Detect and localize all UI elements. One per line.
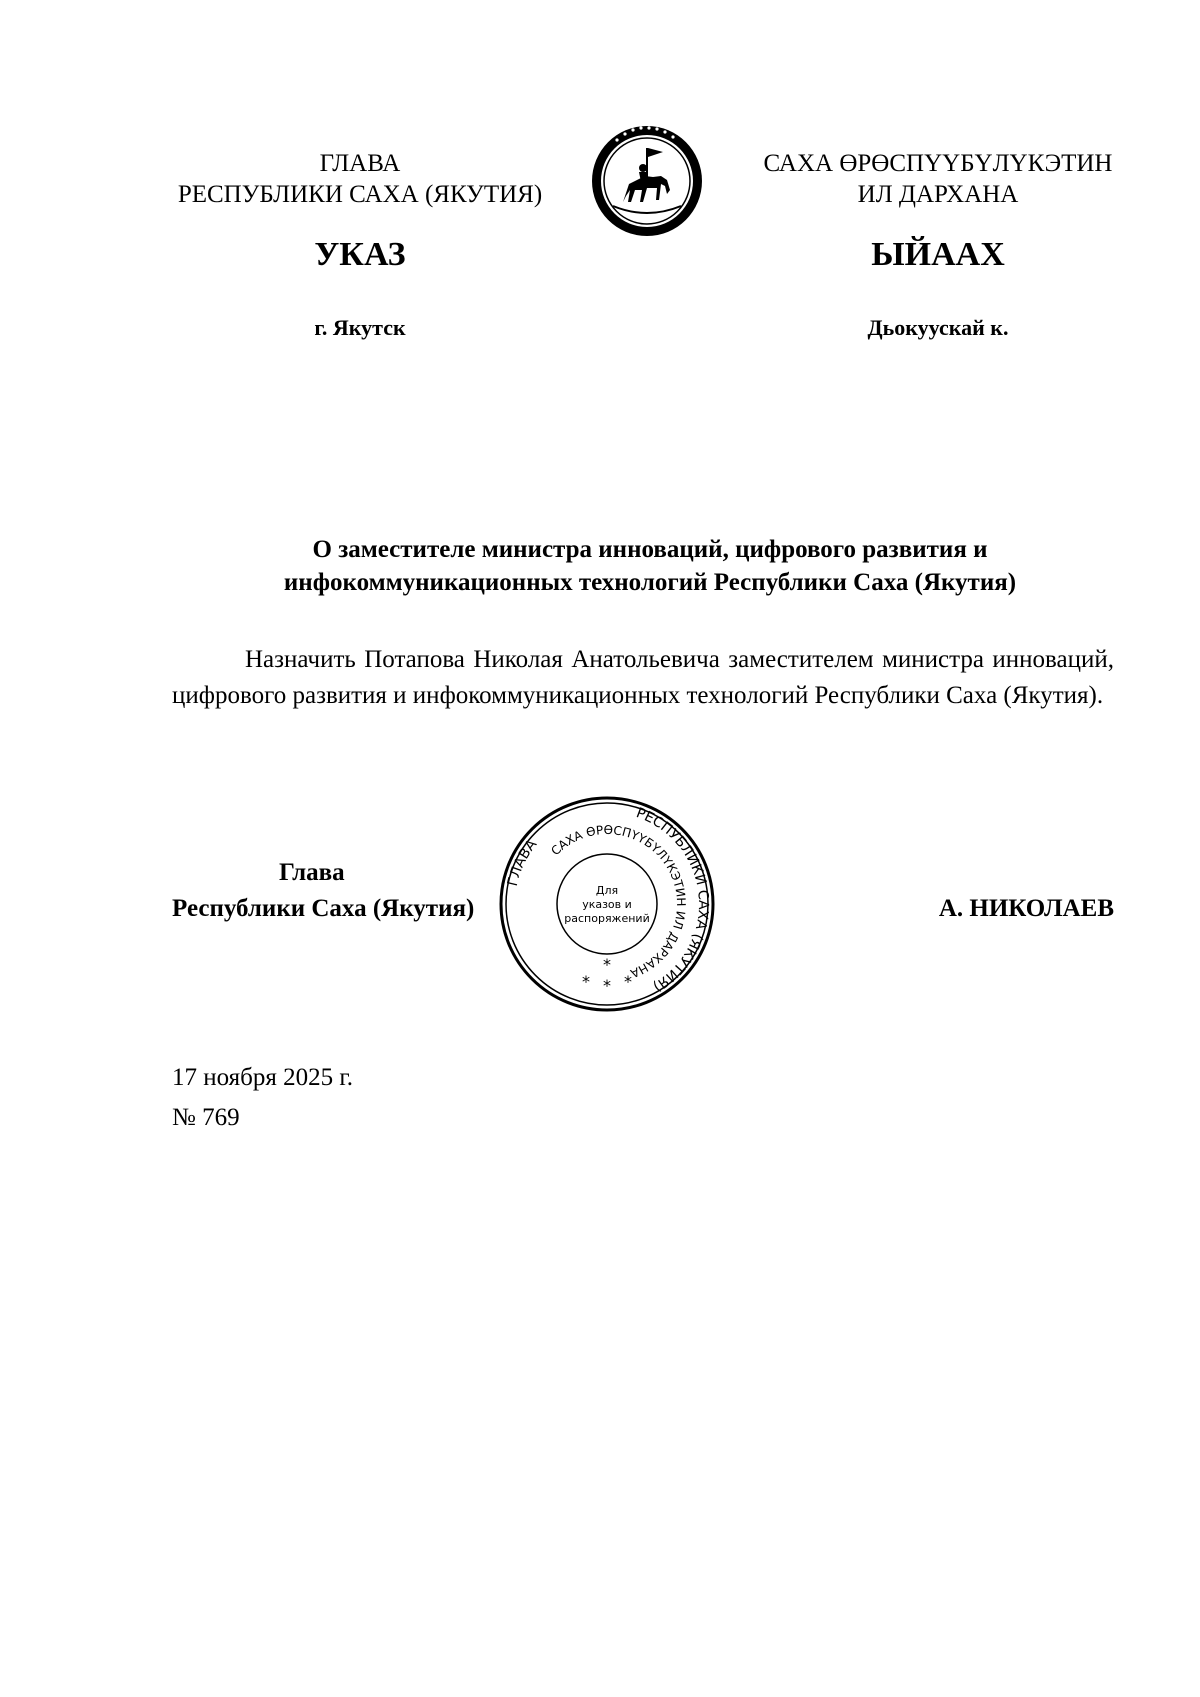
svg-text:*: * [582, 972, 590, 991]
document-title-line2: инфокоммуникационных технологий Республики Саха (Якутия) [283, 569, 1017, 596]
body-paragraph: Назначить Потапова Николая Анатольевича заместителем министра инноваций, цифрового развития и инфокоммуникационных технологий Республики Саха (Якутия). [172, 646, 1114, 709]
decree-type-left: УКАЗ [314, 236, 406, 273]
header-right [748, 148, 1128, 210]
svg-text:*: * [603, 976, 611, 995]
svg-text:*: * [603, 955, 611, 974]
seal-inner-text: САХА ӨРӨСПҮҮБҮЛҮКЭТИН ИЛ ДАРХАНА [548, 822, 689, 981]
document-date: 17 ноября 2025 г. [172, 1064, 354, 1091]
document-title-line1: О заместителе министра инноваций, цифрового развития и [312, 536, 988, 563]
seal-center-line3: распоряжений [564, 912, 650, 925]
svg-text:*: * [624, 972, 632, 991]
header-right-subtitle: ИЛ ДАРХАНА [857, 181, 1019, 208]
seal-center-line1: Для [595, 884, 619, 897]
signatory-position-line2: Республики Саха (Якутия) [172, 895, 475, 922]
city-right: Дьокуускай к. [867, 315, 1009, 340]
seal-outer-text-left: ГЛАВА [504, 836, 541, 888]
city-left: г. Якутск [314, 315, 406, 340]
decree-type-right: ЫЙААХ [871, 236, 1005, 273]
header-left [150, 148, 570, 210]
seal-outer-text: РЕСПУБЛИКИ САХА (ЯКУТИЯ) [634, 805, 712, 995]
signatory-position-line1: Глава [279, 859, 345, 886]
document-number: № 769 [172, 1104, 240, 1131]
seal-stars [582, 955, 632, 995]
document-footer [172, 1058, 353, 1138]
signatory-position [172, 855, 474, 927]
signatory-name: А. НИКОЛАЕВ [938, 895, 1114, 922]
coat-of-arms-emblem [587, 120, 707, 238]
header-right-title: САХА ӨРӨСПҮҮБҮЛҮКЭТИН [763, 150, 1113, 177]
document-title [170, 533, 1130, 599]
header-left-subtitle: РЕСПУБЛИКИ САХА (ЯКУТИЯ) [177, 181, 543, 208]
seal-center-line2: указов и [582, 898, 632, 911]
header-left-title: ГЛАВА [319, 150, 401, 177]
official-seal-stamp [498, 795, 716, 1013]
